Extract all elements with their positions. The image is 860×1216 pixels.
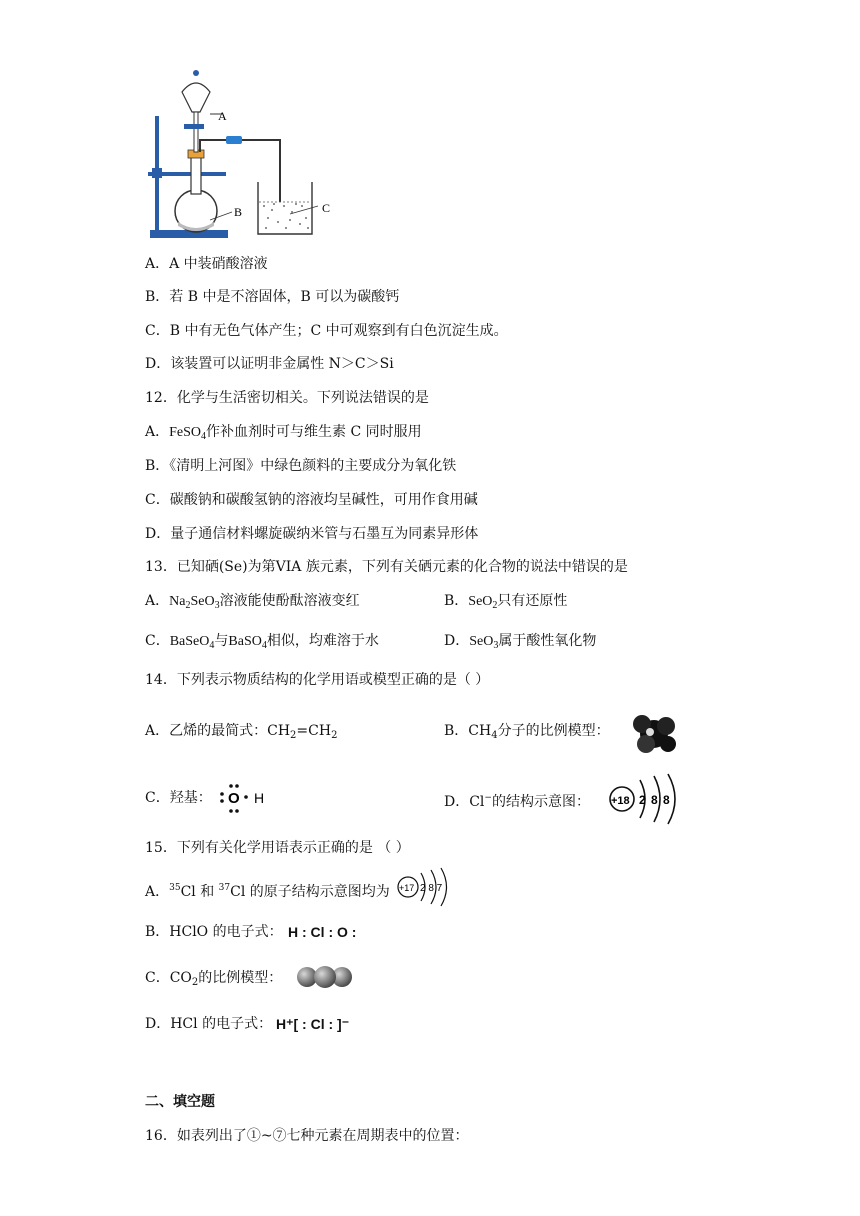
q11-option-d: D．该装置可以证明非金属性 N＞C＞Si: [145, 356, 394, 372]
cl-ion-shells-label: 2 8 8: [639, 793, 671, 807]
cl-ion-nucleus-label: +18: [611, 795, 630, 807]
q11-option-b: B．若 B 中是不溶固体，B 可以为碳酸钙: [145, 289, 400, 305]
q14-option-a: A．乙烯的最简式：$CH_2=CH_2$: [145, 723, 338, 741]
q13-option-d: D．SeO$_3$属于酸性氧化物: [444, 633, 597, 651]
section-title-fill-in: 二、填空题: [145, 1094, 215, 1110]
q12-option-c: C．碳酸钠和碳酸氢钠的溶液均呈碱性，可用作食用碱: [145, 492, 478, 508]
q13-option-b: B．SeO$_2$只有还原性: [444, 593, 568, 611]
q11-option-c: C．B 中有无色气体产生；C 中可观察到有白色沉淀生成。: [145, 323, 508, 339]
q15-stem: 15．下列有关化学用语表示正确的是 （ ）: [145, 840, 410, 856]
apparatus-label-a: A: [218, 109, 227, 123]
q11-option-a: A．A 中装硝酸溶液: [145, 256, 268, 272]
apparatus-label-b: B: [234, 205, 243, 219]
q15-option-d: D．HCl 的电子式：: [145, 1016, 273, 1032]
cl-ion-structure-diagram-icon: [606, 772, 690, 826]
q12-option-d: D．量子通信材料螺旋碳纳米管与石墨互为同素异形体: [145, 526, 479, 542]
hclo-electron-formula: H : Cl : O :: [288, 924, 357, 940]
q12-option-a: A．FeSO$_4$作补血剂时可与维生素 C 同时服用: [145, 424, 422, 442]
q14-stem: 14．下列表示物质结构的化学用语或模型正确的是（ ）: [145, 672, 490, 688]
hydroxyl-h-label: H: [254, 790, 265, 806]
q14-option-b: B．$CH_4$分子的比例模型：: [444, 723, 610, 741]
q13-option-a: A．$Na_2SeO_3$溶液能使酚酞溶液变红: [145, 593, 360, 611]
q12-option-b: B．《清明上河图》中绿色颜料的主要成分为氧化铁: [145, 458, 457, 474]
hydroxyl-electron-dot-icon: [214, 782, 274, 814]
cl-atom-nucleus-label: +17: [399, 883, 415, 893]
lab-apparatus-figure: [140, 64, 340, 244]
hydroxyl-o-label: O: [228, 790, 240, 807]
hcl-electron-formula: H⁺[ : Cl : ]⁻: [276, 1016, 350, 1032]
q14-option-c: C．羟基：: [145, 790, 212, 806]
q15-option-c: C．$CO_2$的比例模型：: [145, 970, 283, 988]
q12-stem: 12．化学与生活密切相关。下列说法错误的是: [145, 390, 429, 406]
cl-atom-structure-diagram-icon: [396, 866, 456, 908]
ch4-space-filling-model-icon: [628, 710, 680, 754]
apparatus-label-c: C: [322, 201, 331, 215]
q16-stem: 16．如表列出了①~⑦七种元素在周期表中的位置：: [145, 1128, 469, 1144]
q15-option-b: B．HClO 的电子式：: [145, 924, 283, 940]
q13-stem: 13．已知硒(Se)为第VIA 族元素，下列有关硒元素的化合物的说法中错误的是: [145, 559, 628, 575]
cl-atom-shells-label: 2 8 7: [420, 883, 443, 894]
q14-option-d: D．Cl−的结构示意图：: [444, 793, 590, 810]
q13-option-c: C．BaSeO$_4$与BaSO$_4$相似，均难溶于水: [145, 633, 379, 651]
co2-space-filling-model-icon: [296, 962, 354, 992]
q15-option-a: A．$^{35}$Cl 和 $^{37}$Cl 的原子结构示意图均为: [145, 883, 390, 900]
